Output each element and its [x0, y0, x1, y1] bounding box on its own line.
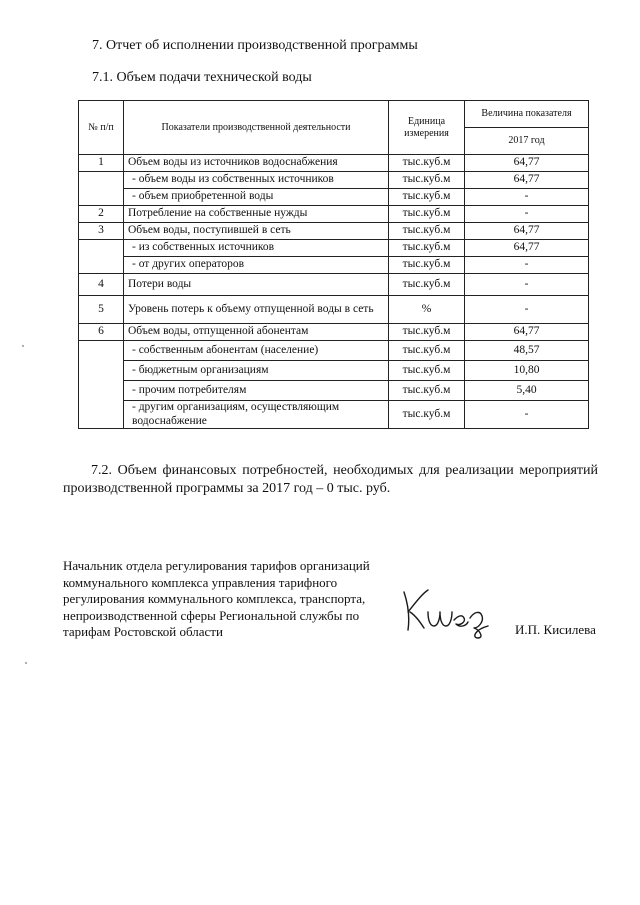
row-indicator: - объем воды из собственных источников: [124, 172, 389, 189]
row-unit: тыс.куб.м: [389, 206, 465, 223]
row-value: -: [465, 401, 589, 429]
row-value: -: [465, 257, 589, 274]
row-unit: тыс.куб.м: [389, 257, 465, 274]
section-7-1-title: 7.1. Объем подачи технической воды: [92, 70, 312, 85]
table-row: [79, 172, 589, 189]
header-unit: Единица измерения: [389, 101, 465, 155]
row-value: 64,77: [465, 172, 589, 189]
scan-speck: [22, 345, 24, 347]
row-num: 4: [79, 274, 124, 296]
row-num: 2: [79, 206, 124, 223]
row-num: 5: [79, 296, 124, 324]
water-supply-table: [78, 100, 589, 429]
header-value: Величина показателя: [465, 101, 589, 128]
row-unit: тыс.куб.м: [389, 172, 465, 189]
row-indicator: - прочим потребителям: [124, 381, 389, 401]
row-indicator: Объем воды, поступившей в сеть: [124, 223, 389, 240]
row-value: 64,77: [465, 324, 589, 341]
row-unit: тыс.куб.м: [389, 189, 465, 206]
section-7-title: 7. Отчет об исполнении производственной программы: [92, 38, 418, 53]
row-value: -: [465, 206, 589, 223]
row-indicator: Уровень потерь к объему отпущенной воды в сеть: [124, 296, 389, 324]
row-value: -: [465, 274, 589, 296]
table-row: [79, 361, 589, 381]
row-unit: тыс.куб.м: [389, 155, 465, 172]
row-unit: тыс.куб.м: [389, 381, 465, 401]
table-row: [79, 381, 589, 401]
table-row: [79, 257, 589, 274]
position-line: Начальник отдела регулирования тарифов организаций: [63, 558, 370, 573]
signatory-position: [63, 558, 393, 641]
signatory-name: И.П. Кисилева: [515, 622, 596, 637]
row-value: 64,77: [465, 223, 589, 240]
table-row: [79, 206, 589, 223]
row-num: [79, 172, 124, 206]
row-unit: тыс.куб.м: [389, 361, 465, 381]
paragraph-7-2-text: 7.2. Объем финансовых потребностей, необходимых для реализации мероприятий производственной программы за 2017 год – 0 тыс. руб.: [63, 463, 598, 496]
table-row: [79, 274, 589, 296]
row-indicator: Потребление на собственные нужды: [124, 206, 389, 223]
row-indicator: Объем воды из источников водоснабжения: [124, 155, 389, 172]
row-indicator: - бюджетным организациям: [124, 361, 389, 381]
row-num: [79, 240, 124, 274]
row-value: 48,57: [465, 341, 589, 361]
table-row: [79, 240, 589, 257]
row-unit: тыс.куб.м: [389, 341, 465, 361]
row-indicator: - объем приобретенной воды: [124, 189, 389, 206]
row-value: 5,40: [465, 381, 589, 401]
handwritten-signature: [398, 582, 494, 640]
scan-speck: [25, 662, 27, 664]
table-row: [79, 223, 589, 240]
row-unit: тыс.куб.м: [389, 324, 465, 341]
row-value: 64,77: [465, 240, 589, 257]
position-line: регулирования коммунального комплекса, транспорта,: [63, 591, 366, 606]
header-year: 2017 год: [465, 128, 589, 155]
row-num: 6: [79, 324, 124, 341]
position-line: непроизводственной сферы Региональной службы по: [63, 607, 360, 623]
table-row: [79, 341, 589, 361]
row-unit: %: [389, 296, 465, 324]
row-indicator: - собственным абонентам (население): [124, 341, 389, 361]
table-row: [79, 155, 589, 172]
table-row: [79, 296, 589, 324]
row-value: -: [465, 296, 589, 324]
header-num: № п/п: [79, 101, 124, 155]
row-indicator: Потери воды: [124, 274, 389, 296]
row-value: 64,77: [465, 155, 589, 172]
row-unit: тыс.куб.м: [389, 223, 465, 240]
row-value: 10,80: [465, 361, 589, 381]
row-indicator: - другим организациям, осуществляющим водоснабжение: [124, 401, 389, 429]
table-row: [79, 401, 589, 429]
row-unit: тыс.куб.м: [389, 401, 465, 429]
row-value: -: [465, 189, 589, 206]
header-indicator: Показатели производственной деятельности: [124, 101, 389, 155]
table-row: [79, 324, 589, 341]
row-unit: тыс.куб.м: [389, 274, 465, 296]
row-num: 1: [79, 155, 124, 172]
row-indicator: - из собственных источников: [124, 240, 389, 257]
position-line: коммунального комплекса управления тарифного: [63, 574, 338, 590]
paragraph-7-2: [63, 462, 598, 498]
position-line: тарифам Ростовской области: [63, 624, 223, 639]
row-indicator: - от других операторов: [124, 257, 389, 274]
row-num: 3: [79, 223, 124, 240]
row-unit: тыс.куб.м: [389, 240, 465, 257]
row-num: [79, 341, 124, 429]
table-row: [79, 189, 589, 206]
row-indicator: Объем воды, отпущенной абонентам: [124, 324, 389, 341]
